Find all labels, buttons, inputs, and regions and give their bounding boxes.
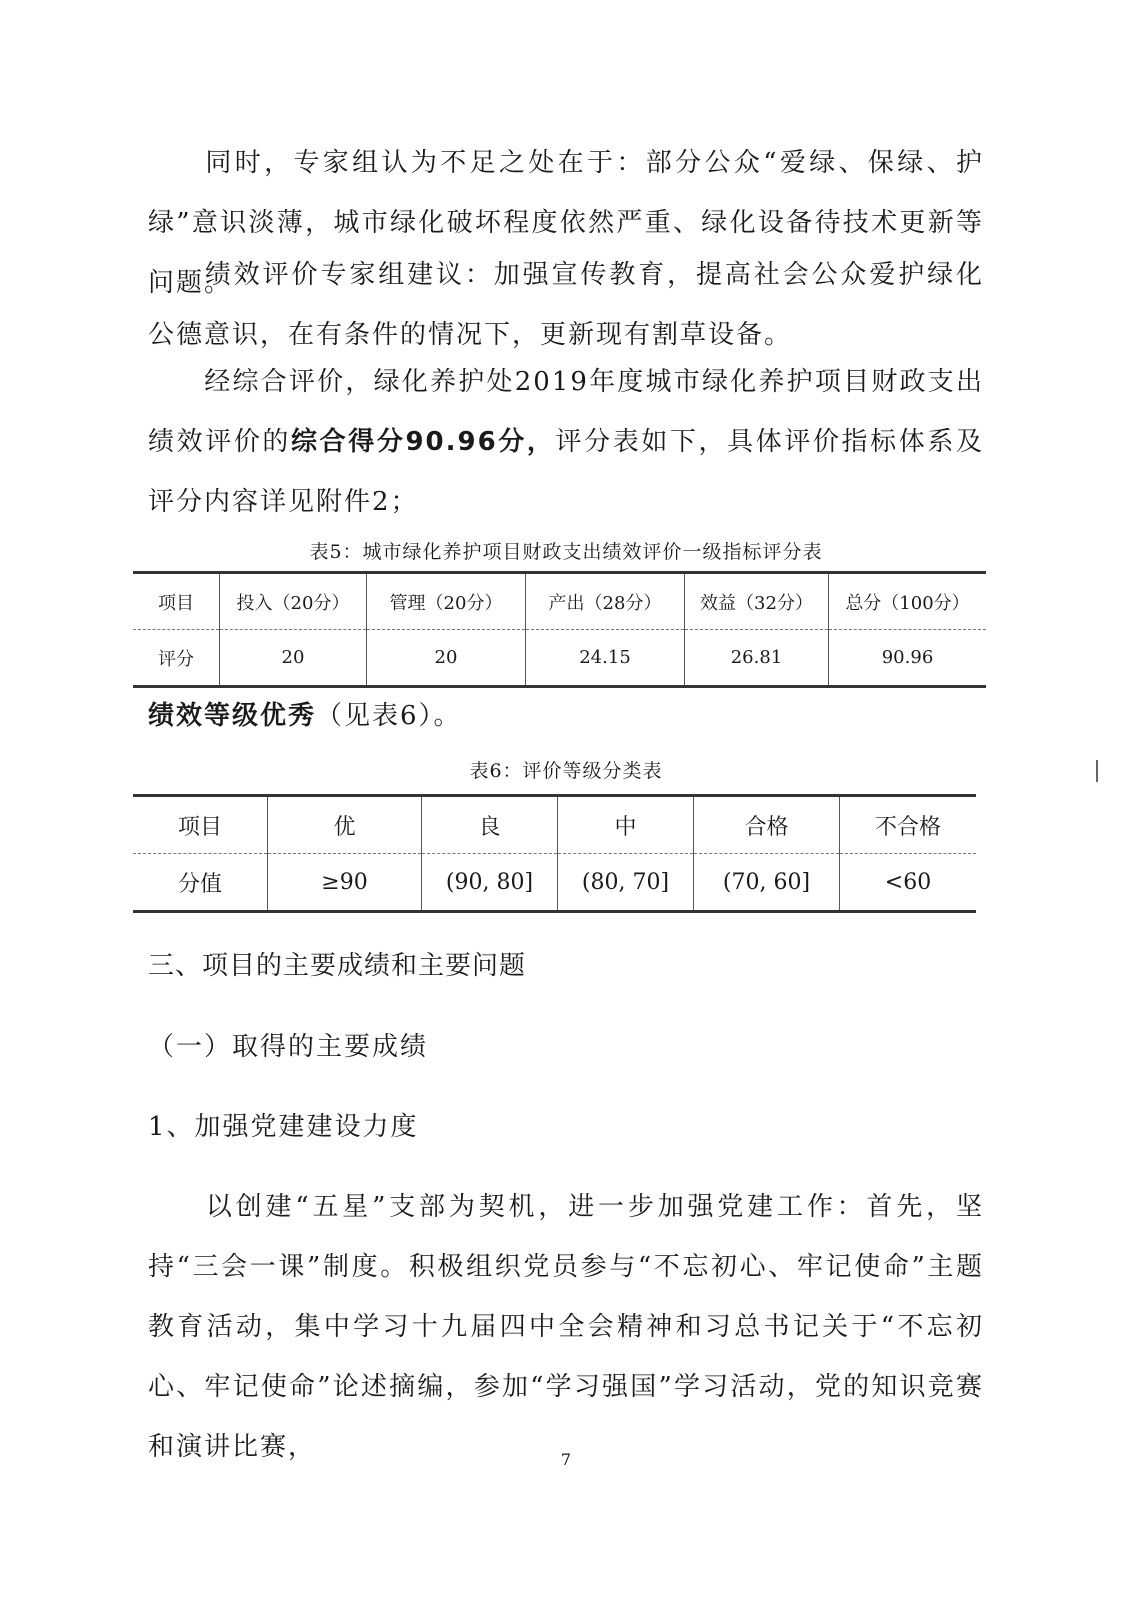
table-cell: ≥90: [268, 854, 422, 912]
table5-caption: 表5：城市绿化养护项目财政支出绩效评价一级指标评分表: [309, 541, 823, 563]
paragraph-shortcomings-text: 同时，专家组认为不足之处在于：部分公众“爱绿、保绿、护绿”意识淡薄，城市绿化破坏程度依然严重、绿化设备待技术更新等问题。: [148, 148, 984, 298]
table-row: [133, 854, 976, 912]
table-cell: 管理（20分）: [367, 573, 526, 630]
table-row: [133, 630, 986, 687]
table-cell: 分值: [133, 854, 268, 912]
paragraph-overall-score: [148, 352, 984, 532]
table-header-row: [133, 573, 986, 630]
grade-statement: [148, 686, 984, 746]
overall-score-bold: 综合得分90.96分，: [291, 427, 556, 457]
table-cell: 中: [558, 796, 694, 854]
paragraph-suggestions: [148, 245, 984, 365]
table-cell: (90, 80]: [422, 854, 558, 912]
paragraph-party-building: [148, 1177, 984, 1477]
table-cell: (80, 70]: [558, 854, 694, 912]
table-cell: 26.81: [685, 630, 829, 687]
scan-margin-mark: [1096, 760, 1098, 782]
table-cell: 效益（32分）: [685, 573, 829, 630]
table-cell: 合格: [694, 796, 840, 854]
table-cell: 24.15: [526, 630, 685, 687]
paragraph-suggestions-text: 绩效评价专家组建议：加强宣传教育，提高社会公众爱护绿化公德意识，在有条件的情况下，更新现有割草设备。: [148, 260, 984, 350]
subsection-heading: （一）取得的主要成绩: [148, 1032, 429, 1062]
grade-statement-bold: 绩效等级优秀: [148, 701, 317, 731]
table-cell: 项目: [177, 814, 222, 840]
section-heading: 三、项目的主要成绩和主要问题: [148, 951, 527, 981]
table-cell: 总分（100分）: [829, 573, 987, 630]
table6-caption: 表6：评价等级分类表: [469, 760, 663, 782]
table-cell: 优: [268, 796, 422, 854]
table-cell: 良: [422, 796, 558, 854]
table-cell: 项目: [158, 592, 194, 614]
table-cell: 产出（28分）: [526, 573, 685, 630]
overall-score-text-start: 经综合评价，绿化养护处2019年度城市绿化养护项目财政支出绩效评价的: [148, 367, 984, 457]
table-cell: 投入（20分）: [220, 573, 367, 630]
table-cell: 不合格: [840, 796, 977, 854]
table-header-row: [133, 796, 976, 854]
table-cell: 90.96: [829, 630, 987, 687]
grade-statement-rest: （见表6）。: [316, 701, 462, 731]
table6-grade-table: [133, 794, 976, 913]
page-number: 7: [560, 1450, 572, 1469]
table-cell: 评分: [133, 630, 220, 687]
paragraph-party-building-text: 以创建“五星”支部为契机，进一步加强党建工作：首先，坚持“三会一课”制度。积极组织党员参与“不忘初心、牢记使命”主题教育活动，集中学习十九届四中全会精神和习总书记关于“不忘初心、牢记使命”论述摘编，参加“学习强国”学习活动，党的知识竞赛和演讲比赛，: [148, 1192, 984, 1462]
table-cell: 20: [367, 630, 526, 687]
table-cell: (70, 60]: [694, 854, 840, 912]
table5-score-table: [133, 571, 986, 688]
table-cell: <60: [840, 854, 977, 912]
table-cell: 20: [220, 630, 367, 687]
item-heading: 1、加强党建建设力度: [148, 1112, 419, 1142]
overall-score-text-end: 评分表如下，具体评价指标体系及评分内容详见附件2；: [148, 427, 984, 517]
